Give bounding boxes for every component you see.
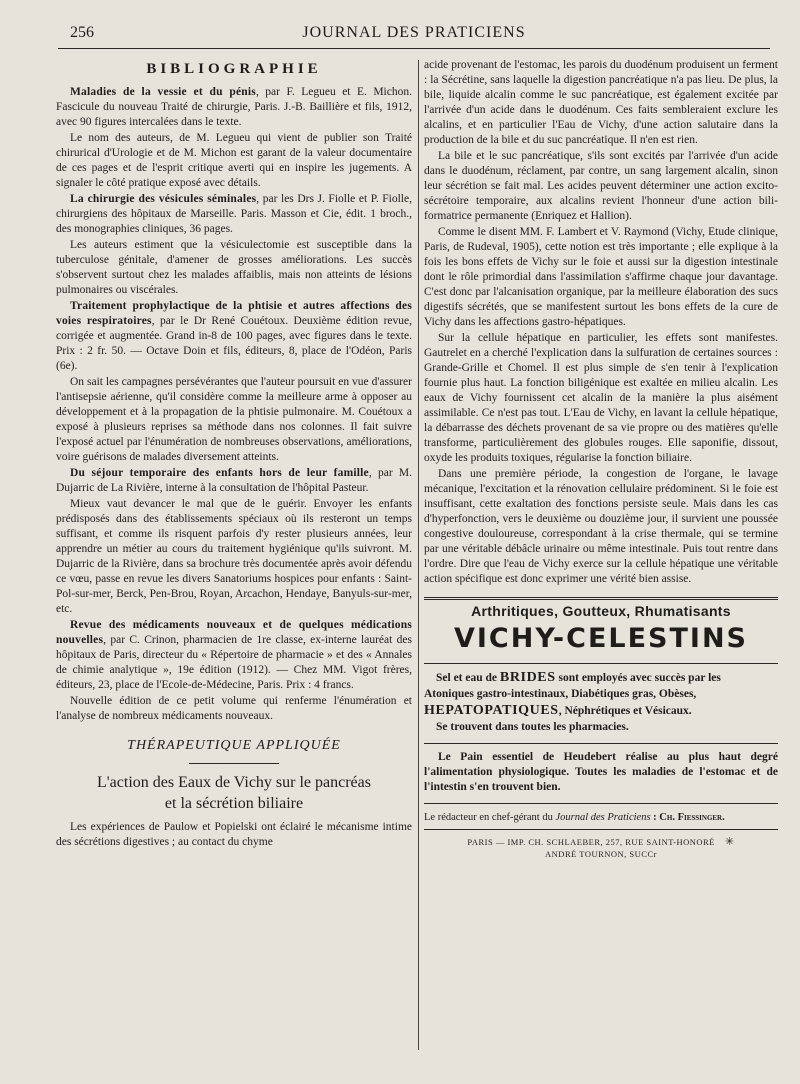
ad-rule	[424, 803, 778, 804]
column-divider	[418, 60, 419, 1050]
signature-name: : Ch. Fiessinger.	[650, 812, 725, 823]
ad-text: Sel et eau de	[436, 672, 500, 684]
ad-text: sont employés avec succès par les	[555, 672, 721, 684]
header-rule	[58, 48, 770, 49]
article-paragraph: La bile et le suc pancréatique, s'ils sont excités par l'arrivée d'un acide dans le duodénum, réclament, par contre, un sang largement alcalin, sinon leur sécrétion se fait mal. Les acides peuvent déterminer une action excito-sécrétoire temporaire, aux alcalins revient l'honneur d'une action bili-formatrice permanente (Enriquez et Hallion).	[424, 150, 778, 222]
biblio-review-5: Nouvelle édition de ce petit volume qui renferme l'énumération et l'analyse de nombreux médicaments nouveaux.	[56, 695, 412, 722]
article-paragraph: Comme le disent MM. F. Lambert et V. Raymond (Vichy, Etude clinique, Paris, de Rudeval, 1905), cette notion est très importante ; elle explique à la fois les bons effets de Vichy sur le foie et aussi sur la digestion intestinale dont le rôle primordial dans l'assimilation s'affirme chaque jour davantage. C'est donc par l'alcanisation organique, par la meilleure élaboration des sucs digestifs sécrétés, que se manifestent surtout les bons effets de la cure de Vichy dans les affections gastro-hépatiques.	[424, 226, 778, 328]
page-header	[58, 22, 770, 46]
ad-text: , Néphrétiques et Vésicaux.	[558, 705, 692, 717]
imprint-line-1	[424, 836, 778, 848]
ad-brand: VICHY-CELESTINS	[453, 623, 748, 654]
ad-rule	[424, 663, 778, 664]
ad-line	[424, 703, 778, 719]
ad-subtitle: Arthritiques, Goutteux, Rhumatisants	[471, 603, 731, 619]
ad-line: Atoniques gastro-intestinaux, Diabétiques gras, Obèses,	[424, 688, 697, 700]
article-title-line-2: et la sécrétion biliaire	[164, 795, 304, 812]
page-number: 256	[70, 24, 94, 41]
biblio-entry-title: La chirurgie des vésicules séminales	[70, 193, 257, 205]
advertisement-brides	[424, 670, 778, 744]
biblio-entry-2	[56, 192, 412, 237]
signature-journal: Journal des Praticiens	[555, 812, 651, 823]
biblio-review-1: Le nom des auteurs, de M. Legueu qui vient de publier son Traité chirurical d'Urologie et de M. Michon est garant de la valeur documentaire de ces pages et de l'esprit critique averti qui en inspire les jugements. A signaler le côté pratique exposé avec détails.	[56, 132, 412, 189]
biblio-entry-title: Du séjour temporaire des enfants hors de leur famille	[70, 467, 369, 479]
biblio-entry-4	[56, 466, 412, 496]
journal-title: JOURNAL DES PRATICIENS	[302, 24, 526, 41]
biblio-review-2: Les auteurs estiment que la vésiculectomie est susceptible dans la tuberculose génitale, d'amener de grosses améliorations. Les succès s'observent surtout chez les malades affaiblis, mais non atteints de lésions pulmonaires ou viscérales.	[56, 239, 412, 296]
ad-highlight: HEPATOPATIQUES	[424, 703, 559, 718]
biblio-entry-details: , par les Drs J. Fiolle et P. Fiolle, chirurgiens des hôpitaux de Marseille. Paris. Masson et Cie, édit. 1 broch., des monographies cliniques, 36 pages.	[56, 193, 412, 235]
section-rule	[189, 763, 279, 764]
ad-line	[424, 670, 778, 686]
biblio-entry-details: , par C. Crinon, pharmacien de 1re classe, ex-interne lauréat des hôpitaux de Paris, directeur du « Répertoire de pharmacie » et des « Annales de chimie analytique », 19e édition (1912). — Chez MM. Vigot frères, éditeurs, 23, place de l'Ecole-de-Médecine, Paris. Prix : 4 francs.	[56, 634, 412, 691]
biblio-review-4: Mieux vaut devancer le mal que de le guérir. Envoyer les enfants prédisposés dans des établissements spéciaux où ils resteront un temps suffisant, et comme ils risquent parfois d'y rester plusieurs années, leur apprendre un métier au cours du traitement hygiénique qu'ils suivront. M. Dujarric de la Rivière, dans sa brochure très documentée après avoir défendu ce vœu, passe en revue les divers Sanatoriums hospices pour enfants : Saint-Pol-sur-mer, Berck, Pen-Brou, Royan, Arcachon, Hendaye, Banyuls-sur-mer, etc.	[56, 498, 412, 615]
footer-rule	[424, 829, 778, 830]
biblio-entry-5	[56, 618, 412, 693]
advertisement-heudebert	[424, 750, 778, 804]
bibliography-heading: BIBLIOGRAPHIE	[146, 61, 322, 77]
biblio-entry-title: Traitement prophylactique de la phtisie et autres affections des voies respiratoires	[56, 300, 412, 327]
imprint-line-2: ANDRÉ TOURNON, SUCCr	[545, 849, 657, 859]
signature-text: Le rédacteur en chef-gérant du	[424, 812, 556, 823]
right-column	[424, 58, 778, 860]
section-heading: THÉRAPEUTIQUE APPLIQUÉE	[127, 738, 341, 753]
biblio-entry-details: , par F. Legueu et E. Michon. Fascicule du nouveau Traité de chirurgie, Paris. J.-B. Baillière et fils, 1912, avec 90 figures intercalées dans le texte.	[56, 86, 412, 128]
article-title	[56, 772, 412, 814]
printer-imprint	[424, 836, 778, 860]
ad-line: Se trouvent dans toutes les pharmacies.	[436, 721, 629, 733]
article-title-line-1: L'action des Eaux de Vichy sur le pancréas	[97, 774, 371, 791]
printer-mark-icon: ✳	[724, 836, 735, 848]
imprint-text: PARIS — IMP. CH. SCHLAEBER, 257, RUE SAINT-HONORÉ	[467, 837, 715, 847]
ad-rule	[424, 743, 778, 744]
article-paragraph: Sur la cellule hépatique en particulier, les effets sont manifestes. Gautrelet en a cherché l'explication dans la sulfuration de certaines sources : Grande-Grille et Chomel. Il est plus simple de s'en tenir à l'explication fournie plus haut. La fonction biligénique est exaltée en milieu alcalin. Les eaux de Vichy fournissent cet alcalin de la manière la plus aisément assimilable. Ce n'est pas tout. L'Eau de Vichy, en lavant la cellule hépatique, la débarrasse des déchets provenant de sa vie propre ou des matières qu'elle transforme, particulièrement des globules rouges. Elle saponifie, dissout, oxyde les produits toxiques, régularise la fonction biliaire.	[424, 332, 778, 464]
editor-signature	[424, 810, 778, 825]
biblio-entry-title: Maladies de la vessie et du pénis	[70, 86, 256, 98]
biblio-entry-3	[56, 299, 412, 374]
biblio-review-3: On sait les campagnes persévérantes que l'auteur poursuit en vue d'assurer l'antisepsie aérienne, qu'il considère comme la meilleure arme à opposer au développement et à la propagation de la phtisie pulmonaire. M. Couétoux a exposé à plusieurs reprises sa méthode dans nos colonnes. Il fait suivre l'exposé actuel par l'énumération de nombreuses observations, améliorations, voire guérisons de malades diversement atteints.	[56, 376, 412, 463]
biblio-entry-details: , par M. Dujarric de La Rivière, interne à la consultation de l'hôpital Pasteur.	[56, 467, 412, 494]
article-paragraph: acide provenant de l'estomac, les parois du duodénum produisent un ferment : la Sécrétine, sans laquelle la digestion pancréatique n'a pas lieu. De plus, la bile, liquide alcalin comme le suc pancréatique, est également excitée par l'arrivée d'un acide dans le duodénum. Ces faits sembleraient exclure les alcalins, et en particulier l'Eau de Vichy, d'une action salutaire dans la production de la bile et du suc pancréatique. Il n'en est rien.	[424, 59, 778, 146]
advertisement-vichy	[424, 597, 778, 664]
biblio-entry-details: , par le Dr René Couétoux. Deuxième édition revue, corrigée et augmentée. Grand in-8 de 100 pages, avec figures dans le texte. Prix : 2 fr. 50. — Octave Doin et fils, éditeurs, 8, place de l'Odéon, Paris (6e).	[56, 315, 413, 372]
article-paragraph: Les expériences de Paulow et Popielski ont éclairé le mécanisme intime des sécrétions digestives ; au contact du chyme	[56, 821, 412, 848]
ad-brand-name: BRIDES	[499, 670, 556, 685]
ad-rule	[424, 597, 778, 600]
biblio-entry-1	[56, 85, 412, 130]
biblio-entry-title: Revue des médicaments nouveaux et de quelques médications nouvelles	[56, 619, 412, 646]
ad-paragraph: Le Pain essentiel de Heudebert réalise au plus haut degré l'alimentation physiologique. Toutes les maladies de l'estomac et de l'intestin s'en trouvent bien.	[424, 751, 778, 793]
left-column	[56, 58, 412, 851]
article-paragraph: Dans une première période, la congestion de l'organe, le lavage mécanique, l'excitation et la rénovation cellulaire prédominent. Si le foie est insuffisant, cette exaltation des fonctions persiste seule. Mais dans les cas d'hyperfonction, vers le deuxième ou douzième jour, il survient une poussée congestive douloureuse, correspondant à la crise thermale, qui se termine par une véritable débâcle urinaire ou même intestinale. Puis tout rentre dans l'ordre. Dire que l'eau de Vichy exerce sur la cellule hépatique une véritable action spécifique est donc exprimer une vérité bien assise.	[424, 468, 778, 585]
